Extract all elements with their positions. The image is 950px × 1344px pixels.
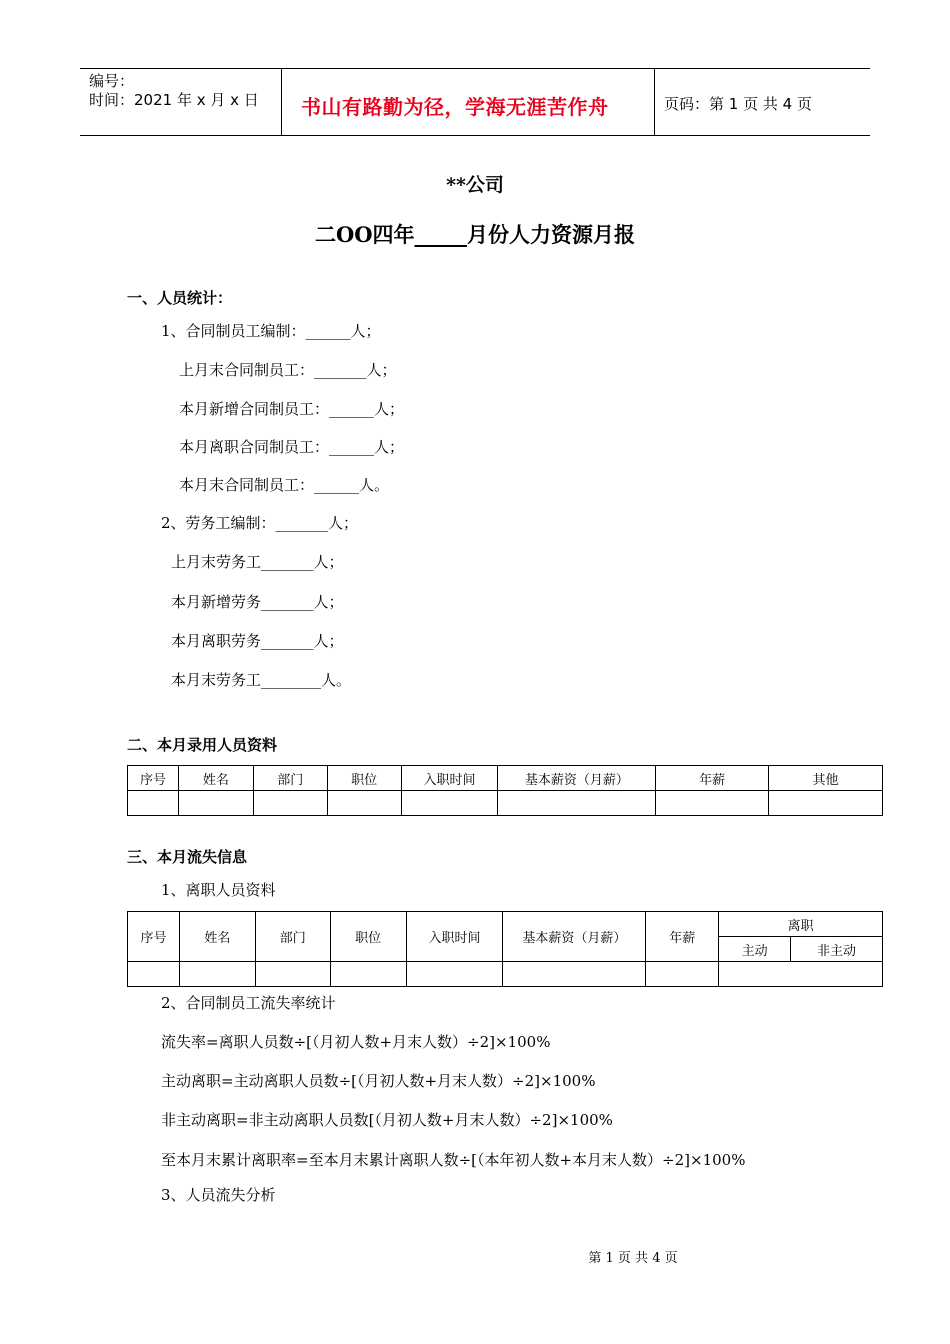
stat-line: 本月新增劳务_______人； [171,593,344,611]
table-cell [253,791,327,816]
section1-heading: 一、人员统计： [127,289,233,307]
formula-line: 主动离职=主动离职人员数÷[（月初人数+月末人数）÷2]×100% [161,1072,596,1090]
col-header: 年薪 [646,912,719,962]
table-cell [656,791,769,816]
table-cell [719,962,883,987]
stat-line: 本月末劳务工________人。 [171,671,352,689]
table-cell [179,962,255,987]
col-header: 入职时间 [406,912,503,962]
col-header: 部门 [253,766,327,791]
footer-page-number: 第 1 页 共 4 页 [588,1251,678,1266]
hire-table-header [128,766,883,791]
departure-table [127,911,883,987]
company-title: **公司 [446,174,504,196]
formula-line: 至本月末累计离职率=至本月末累计离职人数÷[（本年初人数+本月末人数）÷2]×100% [161,1151,746,1169]
subsection-turnover-analysis: 3、人员流失分析 [161,1186,276,1204]
table-row [128,791,883,816]
table-cell [178,791,253,816]
col-header: 职位 [330,912,406,962]
stat-line: 本月新增合同制员工：______人； [179,400,405,418]
table-cell [327,791,401,816]
formula-line: 流失率=离职人员数÷[（月初人数+月末人数）÷2]×100% [161,1033,551,1051]
header-divider-right [654,68,655,136]
table-cell [128,791,179,816]
header-code-label: 编号： [89,72,135,90]
col-header: 其他 [769,766,883,791]
table-cell [330,962,406,987]
col-header: 年薪 [656,766,769,791]
table-cell [406,962,503,987]
col-header: 序号 [128,912,180,962]
col-header: 基本薪资（月薪） [503,912,646,962]
header-bottom-rule [80,135,870,136]
subsection-departure-data: 1、离职人员资料 [161,881,276,899]
formula-line: 非主动离职=非主动离职人员数[（月初人数+月末人数）÷2]×100% [161,1111,613,1129]
header-divider-left [281,68,282,136]
hire-table [127,765,883,816]
section3-heading: 三、本月流失信息 [127,848,248,866]
stat-line: 上月末合同制员工：_______人； [179,361,397,379]
col-header: 入职时间 [401,766,498,791]
col-header: 姓名 [178,766,253,791]
table-cell [646,962,719,987]
stat-line: 1、合同制员工编制：______人； [161,322,381,340]
stat-line: 上月末劳务工_______人； [171,553,344,571]
col-header: 职位 [327,766,401,791]
header-top-rule [80,68,870,69]
stat-line: 2、劳务工编制：_______人； [161,514,359,532]
header-time-label: 时间：2021 年 x 月 x 日 [89,91,259,109]
table-cell [769,791,883,816]
table-cell [498,791,656,816]
table-cell [255,962,330,987]
header-motto: 书山有路勤为径，学海无涯苦作舟 [301,95,609,119]
col-header: 姓名 [179,912,255,962]
stat-line: 本月末合同制员工：______人。 [179,476,390,494]
table-row [128,962,883,987]
col-header-group-leave: 离职 [719,912,883,937]
table-cell [401,791,498,816]
report-title: 二OO四年_____月份人力资源月报 [314,222,636,247]
col-header: 基本薪资（月薪） [498,766,656,791]
col-header: 部门 [255,912,330,962]
col-header: 序号 [128,766,179,791]
col-header-involuntary: 非主动 [791,937,883,962]
table-cell [128,962,180,987]
col-header-voluntary: 主动 [719,937,791,962]
header-page-label: 页码：第 1 页 共 4 页 [664,95,812,113]
subsection-turnover-stats: 2、合同制员工流失率统计 [161,994,336,1012]
section2-heading: 二、本月录用人员资料 [127,736,278,754]
table-cell [503,962,646,987]
stat-line: 本月离职劳务_______人； [171,632,344,650]
stat-line: 本月离职合同制员工：______人； [179,438,405,456]
